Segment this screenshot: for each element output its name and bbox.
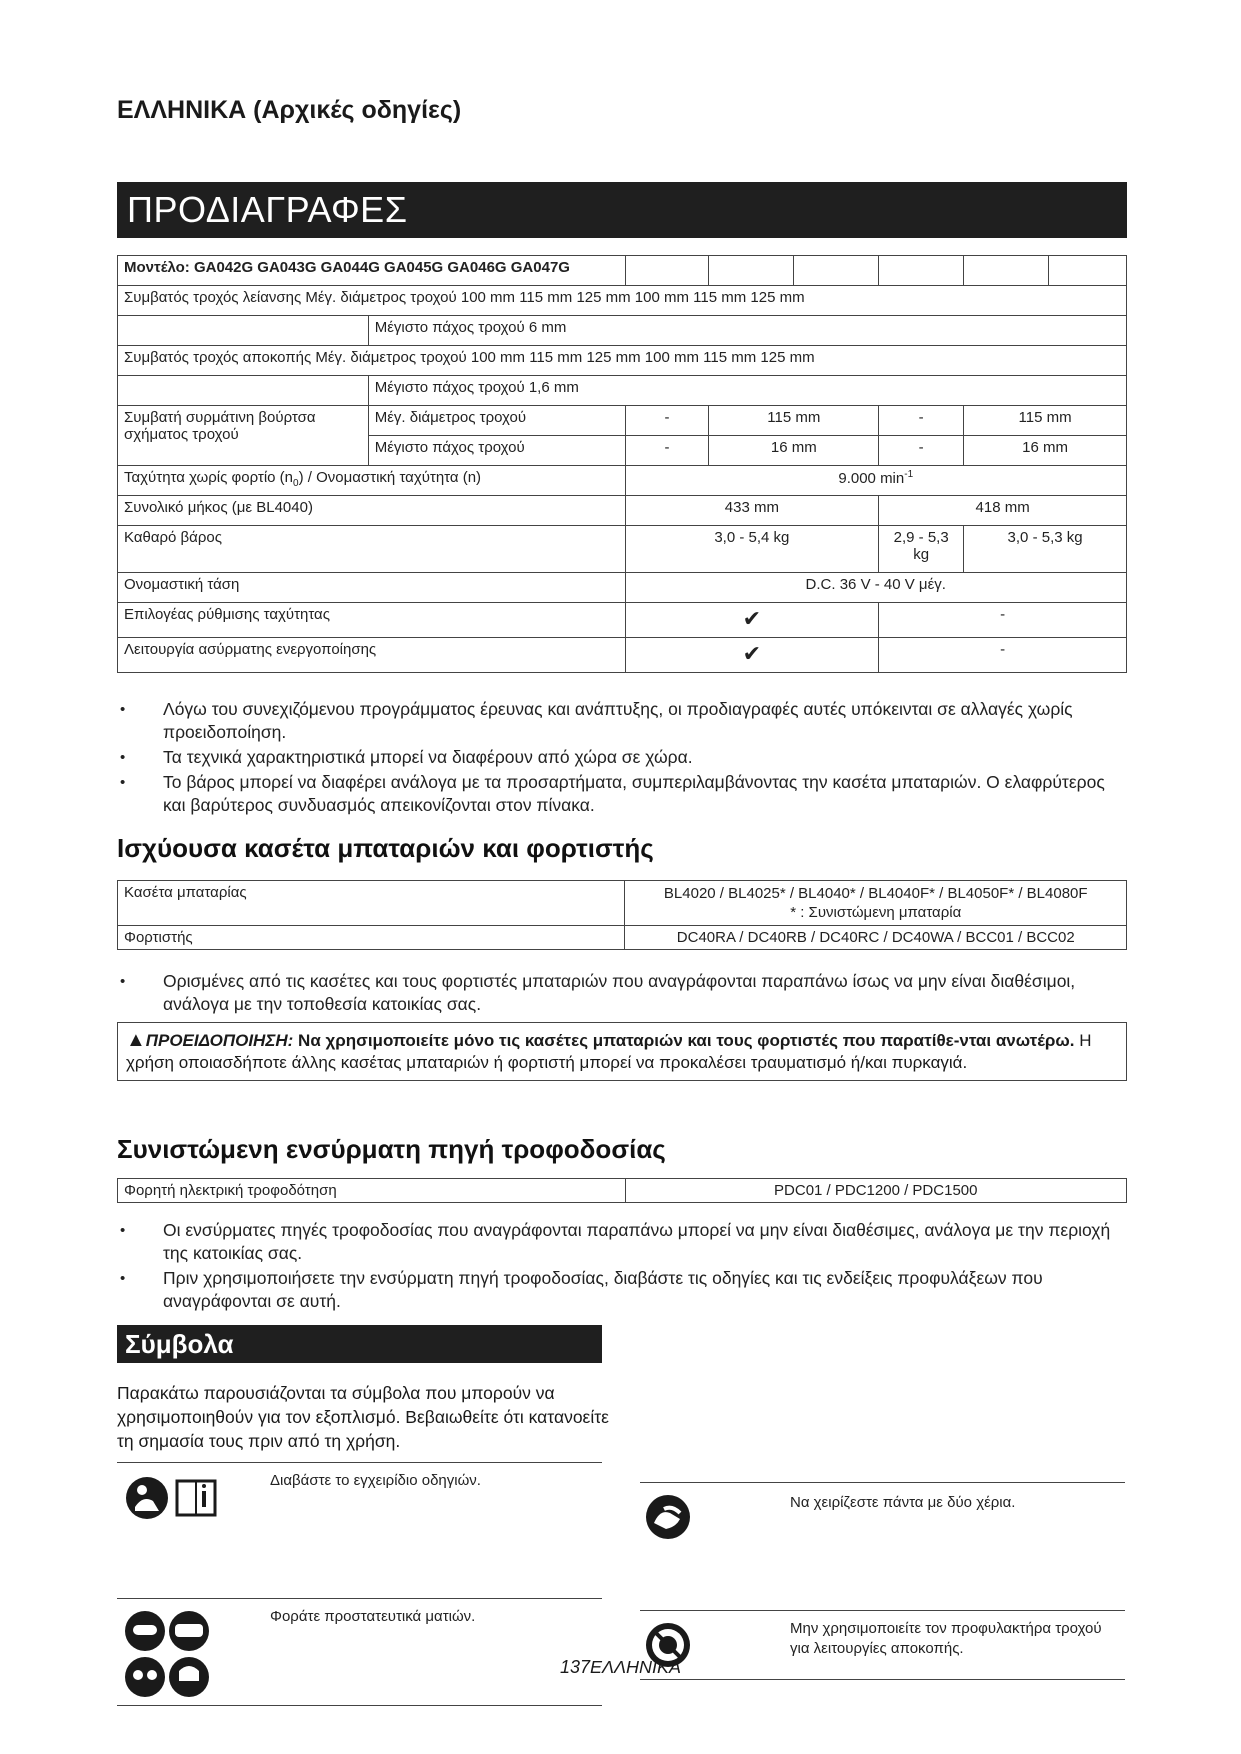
table-row (118, 316, 1127, 346)
table-row (118, 638, 1127, 673)
warning-triangle-icon: ▲ (126, 1029, 146, 1051)
recommended-battery-note: * : Συνιστώμενη μπαταρία (790, 904, 962, 921)
power-heading: Συνιστώμενη ενσύρματη πηγή τροφοδοσίας (117, 1134, 666, 1164)
wireless-activation-value: - (879, 638, 1127, 673)
brush-diameter-value: - (879, 406, 964, 436)
power-table (117, 1178, 1127, 1203)
table-row (118, 406, 1127, 436)
warning-text: Η χρήση οποιασδήποτε άλλης κασέτας μπαταριών ή φορτιστή μπορεί να προκαλέσει τραυματισμό ή/και πυρκαγιά. (126, 1031, 1092, 1072)
warning-title: ΠΡΟΕΙΔΟΠΟΙΗΣΗ: (145, 1031, 294, 1050)
table-row (118, 346, 1127, 376)
language-title: ΕΛΛΗΝΙΚΑ (Αρχικές οδηγίες) (117, 96, 462, 124)
rated-voltage-label: Ονομαστική τάση (118, 573, 626, 603)
cutoff-wheel-row: Συμβατός τροχός αποκοπής Μέγ. διάμετρος τροχού 100 mm 115 mm 125 mm 100 mm 115 mm 125 mm (118, 346, 1127, 376)
list-item: • Το βάρος μπορεί να διαφέρει ανάλογα με τα προσαρτήματα, συμπεριλαμβάνοντας την κασέτα μπαταριών. Ο ελαφρύτερος και βαρύτερος συνδυασμός απεικονίζονται στον πίνακα. (117, 771, 1132, 817)
brush-diameter-label: Μέγ. διάμετρος τροχού (368, 406, 625, 436)
list-item: • Τα τεχνικά χαρακτηριστικά μπορεί να διαφέρουν από χώρα σε χώρα. (117, 746, 1132, 769)
list-item: • Πριν χρησιμοποιήσετε την ενσύρματη πηγή τροφοδοσίας, διαβάστε τις οδηγίες και τις ενδείξεις προφυλάξεων που αναγράφονται σε αυτή. (117, 1267, 1132, 1313)
brush-diameter-value: - (625, 406, 709, 436)
symbol-row (117, 1598, 602, 1706)
overall-length-value: 418 mm (879, 496, 1127, 526)
power-notes-list (117, 1219, 1132, 1315)
wireless-activation-label: Λειτουργία ασύρματης ενεργοποίησης (118, 638, 626, 673)
list-item: • Οι ενσύρματες πηγές τροφοδοσίας που αναγράφονται παραπάνω μπορεί να μην είναι διαθέσιμες, ανάλογα με την περιοχή της κατοικίας σας. (117, 1219, 1132, 1265)
table-row (118, 376, 1127, 406)
warning-box (117, 1022, 1127, 1081)
symbol-text: Μην χρησιμοποιείτε τον προφυλακτήρα τροχού για λειτουργίες αποκοπής. (790, 1620, 1102, 1657)
table-row (118, 256, 1127, 286)
net-weight-value: 2,9 - 5,3 kg (879, 526, 964, 573)
table-row (118, 881, 1127, 926)
list-item: • Ορισμένες από τις κασέτες και τους φορτιστές μπαταριών που αναγράφονται παραπάνω ίσως να μην είναι διαθέσιμοι, ανάλογα με την τοποθεσία κατοικίας σας. (117, 970, 1132, 1016)
two-hands-icon (644, 1493, 692, 1541)
battery-heading: Ισχύουσα κασέτα μπαταριών και φορτιστής (117, 833, 654, 863)
battery-cartridge-label: Κασέτα μπαταρίας (118, 881, 625, 926)
charger-label: Φορτιστής (118, 926, 625, 950)
brush-thickness-value: - (625, 436, 709, 466)
brush-thickness-value: 16 mm (964, 436, 1127, 466)
brush-diameter-value: 115 mm (964, 406, 1127, 436)
list-item: • Λόγω του συνεχιζόμενου προγράμματος έρευνας και ανάπτυξης, οι προδιαγραφές αυτές υπόκεινται σε αλλαγές χωρίς προειδοποίηση. (117, 698, 1132, 744)
battery-cartridge-value: BL4020 / BL4025* / BL4040* / BL4040F* / BL4050F* / BL4080F * : Συνιστώμενη μπαταρία (625, 881, 1127, 926)
overall-length-label: Συνολικό μήκος (με BL4040) (118, 496, 626, 526)
symbol-text: Διαβάστε το εγχειρίδιο οδηγιών. (270, 1472, 481, 1489)
brush-thickness-value: - (879, 436, 964, 466)
charger-value: DC40RA / DC40RB / DC40RC / DC40WA / BCC01 / BCC02 (625, 926, 1127, 950)
specifications-banner: ΠΡΟΔΙΑΓΡΑΦΕΣ (117, 182, 1127, 238)
net-weight-value: 3,0 - 5,3 kg (964, 526, 1127, 573)
symbol-row (640, 1482, 1125, 1546)
table-row (118, 573, 1127, 603)
brush-thickness-label: Μέγιστο πάχος τροχού (368, 436, 625, 466)
table-row (118, 1179, 1127, 1203)
symbol-row (117, 1462, 602, 1530)
symbol-text: Φοράτε προστατευτικά ματιών. (270, 1608, 476, 1625)
portable-power-value: PDC01 / PDC1200 / PDC1500 (625, 1179, 1127, 1203)
table-row (118, 926, 1127, 950)
brush-diameter-value: 115 mm (709, 406, 879, 436)
speed-value: 9.000 $\min^{-1}$ (625, 466, 1127, 496)
spec-notes-list (117, 698, 1132, 819)
rated-voltage-value: D.C. 36 V - 40 V μέγ. (625, 573, 1127, 603)
speed-label: Ταχύτητα χωρίς φορτίο $(n_0)$ / Ονομαστική ταχύτητα (n) (118, 466, 626, 496)
table-row (118, 526, 1127, 573)
read-manual-icon (125, 1475, 221, 1521)
table-row (118, 466, 1127, 496)
check-icon: ✔ (625, 603, 879, 638)
speed-dial-value: - (879, 603, 1127, 638)
cutoff-max-thickness: Μέγιστο πάχος τροχού 1,6 mm (368, 376, 1126, 406)
symbols-banner: Σύμβολα (117, 1325, 602, 1363)
overall-length-value: 433 mm (625, 496, 879, 526)
battery-notes-list (117, 970, 1132, 1018)
table-row (118, 286, 1127, 316)
battery-table (117, 880, 1127, 950)
brush-thickness-value: 16 mm (709, 436, 879, 466)
grinding-max-thickness: Μέγιστο πάχος τροχού 6 mm (368, 316, 1126, 346)
portable-power-label: Φορητή ηλεκτρική τροφοδότηση (118, 1179, 626, 1203)
model-label: Μοντέλο: GA042G GA043G GA044G GA045G GA046G GA047G (118, 256, 626, 286)
table-row (118, 603, 1127, 638)
check-icon: ✔ (625, 638, 879, 673)
net-weight-value: 3,0 - 5,4 kg (625, 526, 879, 573)
warning-bold-text: Να χρησιμοποιείτε μόνο τις κασέτες μπαταριών και τους φορτιστές που παρατίθε-νται ανωτέρω. (298, 1031, 1075, 1050)
wire-brush-label: Συμβατή συρμάτινη βούρτσα σχήματος τροχού (118, 406, 369, 466)
specifications-table (117, 255, 1127, 673)
eye-protection-icon (123, 1609, 219, 1701)
page-number: 137ΕΛΛΗΝΙΚΑ (559, 1657, 682, 1677)
table-row (118, 496, 1127, 526)
net-weight-label: Καθαρό βάρος (118, 526, 626, 573)
symbol-text: Να χειρίζεστε πάντα με δύο χέρια. (790, 1494, 1016, 1511)
symbols-intro: Παρακάτω παρουσιάζονται τα σύμβολα που μπορούν να χρησιμοποιηθούν για τον εξοπλισμό. Βεβαιωθείτε ότι κατανοείτε τη σημασία τους πριν από τη χρήση. (117, 1383, 609, 1451)
grinding-wheel-row: Συμβατός τροχός λείανσης Μέγ. διάμετρος τροχού 100 mm 115 mm 125 mm 100 mm 115 mm 125 mm (118, 286, 1127, 316)
speed-dial-label: Επιλογέας ρύθμισης ταχύτητας (118, 603, 626, 638)
